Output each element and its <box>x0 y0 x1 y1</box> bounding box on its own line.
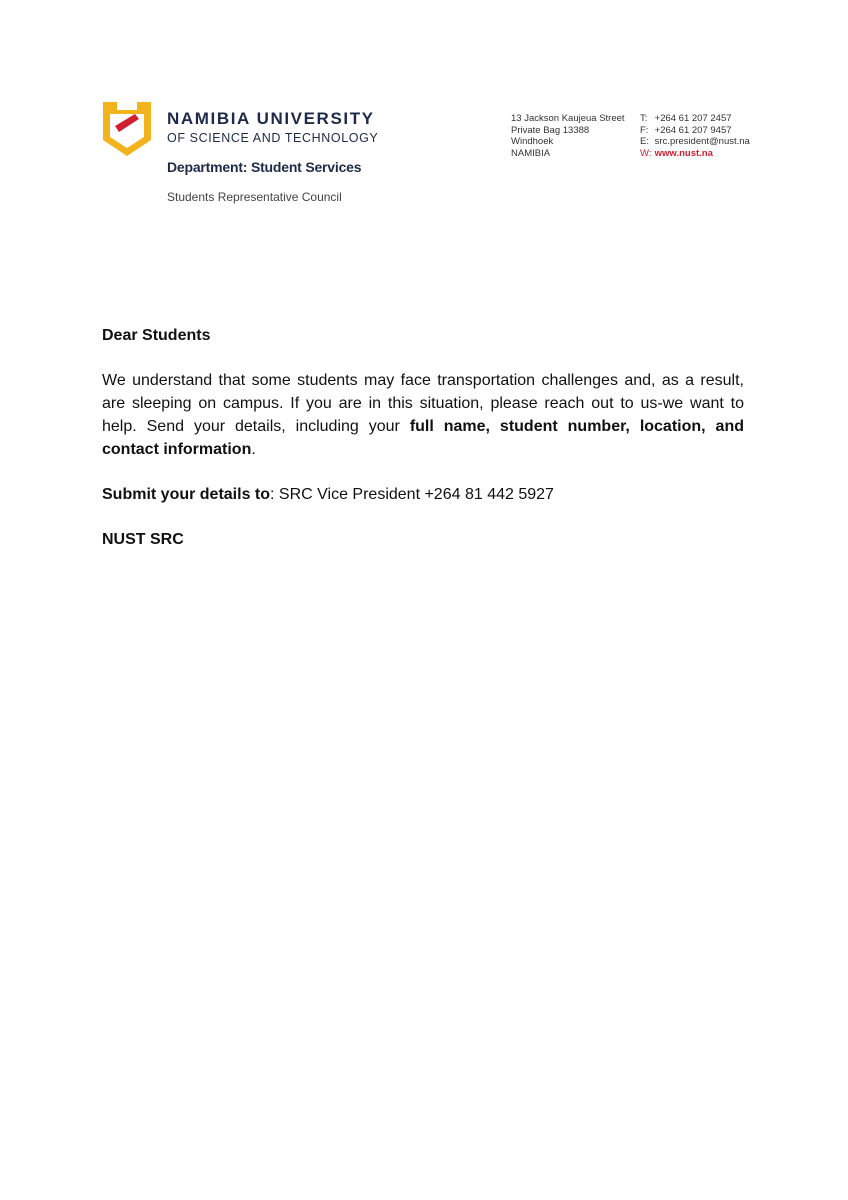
letter-body <box>102 324 744 551</box>
submit-value: SRC Vice President +264 81 442 5927 <box>274 486 554 503</box>
letterhead <box>0 0 848 220</box>
council-name: Students Representative Council <box>167 190 342 204</box>
fax-line <box>640 125 750 137</box>
address-line: Windhoek <box>511 136 554 147</box>
paragraph-text: We understand that some students may face transportation challenges and, as a result, are sleeping on campus. If you are in this situation, please reach out to us-we want to help. Send your details, including your <box>102 372 744 435</box>
nust-shield-logo-icon <box>101 100 153 158</box>
signoff: NUST SRC <box>102 531 184 548</box>
submit-colon: : <box>270 486 275 503</box>
address-line: 13 Jackson Kaujeua Street <box>511 113 625 124</box>
submit-line <box>102 483 744 506</box>
phone-value: +264 61 207 2457 <box>654 113 732 124</box>
letter-paragraph <box>102 369 744 461</box>
phone-label: T: <box>640 113 648 124</box>
fax-label: F: <box>640 124 649 136</box>
email-line <box>640 136 750 148</box>
fax-value: +264 61 207 9457 <box>654 124 732 136</box>
email-label: E: <box>640 136 649 147</box>
contact-block <box>640 113 750 159</box>
paragraph-end: . <box>251 441 256 458</box>
department-name: Department: Student Services <box>167 159 362 175</box>
web-value[interactable]: www.nust.na <box>654 147 713 159</box>
university-name: NAMIBIA UNIVERSITY <box>167 109 375 128</box>
submit-label: Submit your details to <box>102 486 271 503</box>
salutation: Dear Students <box>102 327 211 344</box>
address-line: NAMIBIA <box>511 147 551 159</box>
web-line <box>640 148 750 160</box>
address-line: Private Bag 13388 <box>511 124 590 136</box>
address-block <box>511 113 625 159</box>
email-value[interactable]: src.president@nust.na <box>654 136 750 147</box>
paragraph-bold-text: full name, student number, location, and contact information <box>102 418 744 458</box>
phone-line <box>640 113 750 125</box>
university-subtitle: OF SCIENCE AND TECHNOLOGY <box>167 131 379 145</box>
web-label: W: <box>640 147 652 159</box>
